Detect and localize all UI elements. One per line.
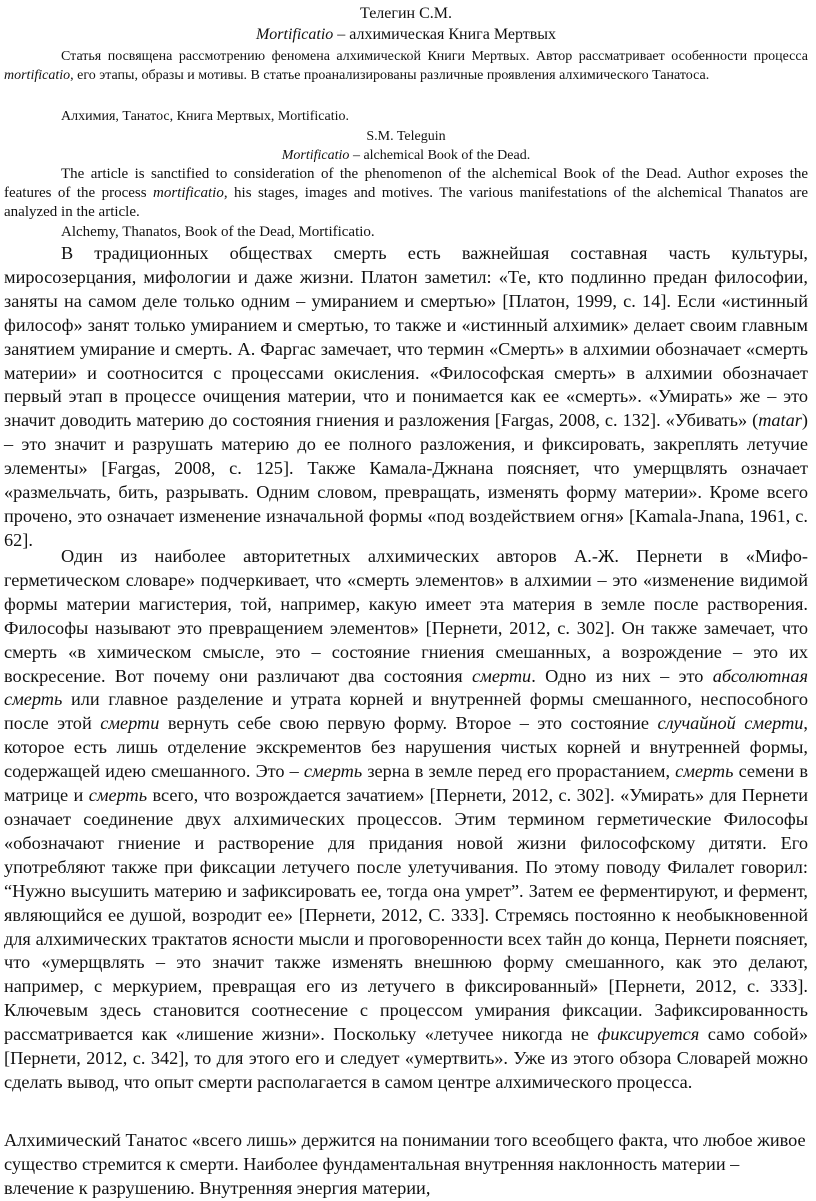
title-ru-rest: – алхимическая Книга Мертвых bbox=[333, 26, 557, 43]
paragraph-1-text-2: ) – это значит и разрушать материю до ее полного разложения, и фиксировать, закреплять летучие элементы» [Fargas, 2008, с. 125]. Также Камала-Джнана поясняет, что умерщвлять означает «размельчать, бить, разрывать. Одним словом, превращать, изменять форму материи». Кроме всего прочено, это означает изменение изначальной формы «под воздействием огня» [Kamala-Jnana, 1961, с. 62]. bbox=[4, 410, 808, 550]
paragraph-1-text: В традиционных обществах смерть есть важнейшая составная часть культуры, миросозерцания, мифологии и даже жизни. Платон заметил: «Те, кто подлинно предан философии, заняты на самом деле только одним – умиранием и смертью» [Платон, 1999, с. 14]. Если «истинный философ» занят только умиранием и смертью, то также и «истинный алхимик» делает своим главным занятием умирание и смерть. А. Фаргас замечает, что термин «Смерть» в алхимии обозначает «смерть материи» и соотносится с процессами окисления. «Философская смерть» в алхимии обозначает первый этап в процессе очищения материи, что и понимается как ее «смерть». «Умирать» же – это значит доводить материю до состояния гниения и разложения [Fargas, 2008, с. 132]. «Убивать» ( bbox=[4, 243, 808, 431]
paragraph-1-italic: matar bbox=[758, 410, 802, 431]
paragraph-2-text: или главное разделение и утрата корней и внутренней формы смешанного, неспособного после этой bbox=[4, 689, 808, 734]
paragraph-2-text: всего, что возрождается зачатием» [Пернети, 2012, с. 302]. «Умирать» для Пернети означает соединение двух алхимических процессов. Этим термином герметические Философы «обозначают гниение и растворение для придания новой жизни философскому дитяти. Его употребляют также при фиксации летучего после улетучивания. По этому поводу Филалет говорил: “Нужно высушить материю и зафиксировать ее, тогда она умрет”. Затем ее ферментируют, и фермент, являющийся ее душой, возродит ее» [Пернети, 2012, С. 333]. Стремясь постоянно к необыкновенной для алхимических трактатов ясности мысли и проговоренности всех тайн до конца, Пернети поясняет, что «умерщвлять – это значит также изменять внешнюю форму смешанного, как это делают, например, с меркурием, превращая его из летучего в фиксированный» [Пернети, 2012, с. 333]. Ключевым здесь становится соотнесение с процессом умирания фиксации. Зафиксированность рассматривается как «лишение жизни». Поскольку «летучее никогда не bbox=[4, 785, 808, 1045]
paragraph-2-text: само собой» [Пернети, 2012, с. 342], то для этого его и следует «умертвить». Уже из этого обзора Словарей можно сделать вывод, что опыт смерти располагается в самом центре алхимического процесса. bbox=[4, 1024, 808, 1092]
paragraph-2-italic: фиксируется bbox=[597, 1024, 700, 1045]
paragraph-2-text: вернуть себе свою первую форму. Второе – это состояние bbox=[159, 713, 658, 734]
abstract-en-text-2: , his stages, images and motives. The various manifestations of the alchemical Thanatos are analyzed in the article. bbox=[4, 185, 808, 220]
abstract-en-text: The article is sanctified to consideration of the phenomenon of the alchemical Book of the Dead. Author exposes the features of the process bbox=[4, 166, 808, 201]
author-ru: Телегин С.М. bbox=[360, 5, 452, 22]
paragraph-2-italic: смерть bbox=[303, 761, 363, 782]
abstract-ru-italic: mortificatio bbox=[4, 68, 71, 83]
paragraph-2-italic: случайной смерти bbox=[657, 713, 804, 734]
paragraph-2-italic: абсолютная смерть bbox=[4, 665, 808, 710]
paragraph-3: Алхимический Танатос «всего лишь» держится на понимании того всеобщего факта, что любое живое существо стремится к смерти. Наиболее фундаментальная внутренняя наклонность материи – влечение к разрушению. Внутренняя энергия материи, bbox=[4, 1130, 806, 1198]
abstract-ru-text: Статья посвящена рассмотрению феномена алхимической Книги Мертвых. Автор рассматривает особенности процесса bbox=[61, 49, 808, 64]
author-en: S.M. Teleguin bbox=[366, 129, 446, 144]
title-en bbox=[0, 146, 816, 165]
paragraph-2-text: зерна в земле перед его прорастанием, bbox=[362, 761, 676, 782]
abstract-ru-text-2: , его этапы, образы и мотивы. В статье проанализированы различные проявления алхимического Танатоса. bbox=[70, 68, 710, 83]
paragraph-2-text: семени в матрице и bbox=[4, 761, 808, 806]
paragraph-2-italic: смерть bbox=[88, 785, 148, 806]
paragraph-2 bbox=[0, 545, 816, 1095]
paragraph-1 bbox=[0, 242, 816, 553]
paragraph-2-text: Один из наиболее авторитетных алхимических авторов А.-Ж. Пернети в «Мифо-герметическом словаре» подчеркивает, что «смерть элементов» в алхимии – это «изменение видимой формы материи магистерия, той, например, какую имеет эта материя в земле после растворения. Философы называют это превращением элементов» [Пернети, 2012, с. 302]. Он также замечает, что смерть «в химическом смысле, это – состояние гниения смешанных, а возрождение – это их воскресение. Вот почему они различают два состояния bbox=[4, 546, 808, 686]
abstract-en-italic: mortificatio bbox=[153, 185, 224, 201]
abstract-ru bbox=[0, 47, 816, 85]
keywords-ru: Алхимия, Танатос, Книга Мертвых, Mortificatio. bbox=[61, 109, 349, 124]
paragraph-2-text: , которое есть лишь отделение экскрементов без нарушения чистых корней и внутренней формы, содержащей идею смешанного. Это – bbox=[4, 713, 808, 782]
paragraph-2-italic: смерти bbox=[100, 713, 160, 734]
paragraph-2-text: . Одно из них – это bbox=[531, 665, 713, 686]
title-en-rest: – alchemical Book of the Dead. bbox=[349, 148, 531, 163]
paragraph-2-italic: смерти bbox=[472, 665, 532, 686]
title-ru bbox=[0, 24, 816, 45]
title-ru-italic: Mortificatio bbox=[255, 26, 334, 43]
keywords-en: Alchemy, Thanatos, Book of the Dead, Mortificatio. bbox=[61, 224, 375, 240]
paragraph-2-italic: смерть bbox=[675, 761, 734, 782]
title-en-italic: Mortificatio bbox=[281, 148, 350, 163]
abstract-en bbox=[0, 165, 816, 222]
